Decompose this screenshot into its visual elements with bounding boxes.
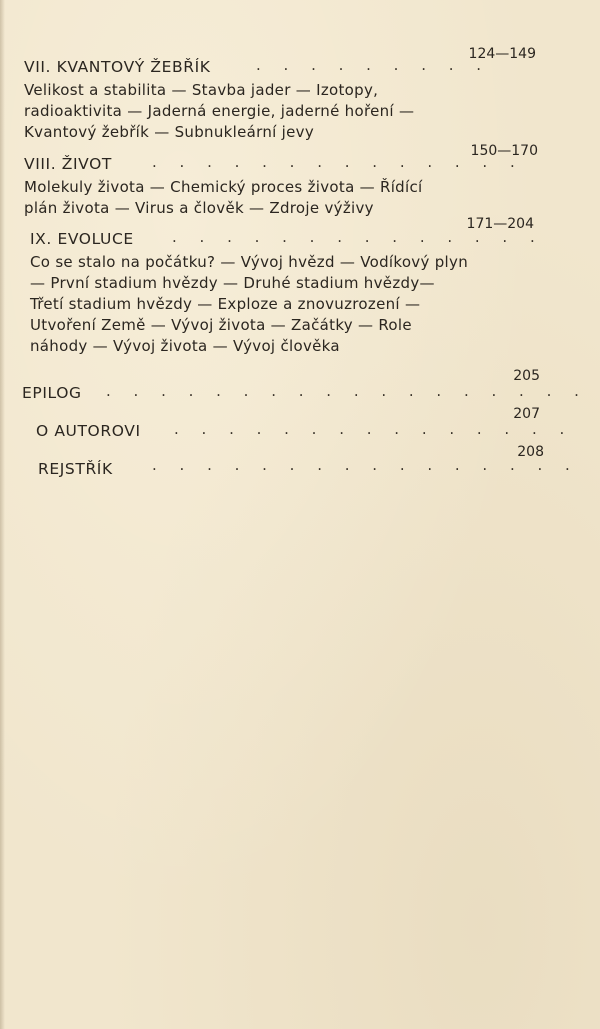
- toc-leader-dots: . . . . . . . . .: [256, 56, 491, 74]
- toc-page-range: 205: [513, 368, 540, 384]
- toc-entry-title: REJSTŘÍK: [38, 460, 113, 478]
- toc-leader-dots: . . . . . . . . . . . . . . .: [174, 420, 574, 438]
- toc-entry-title: VIII. ŽIVOT: [24, 155, 112, 173]
- toc-page-range: 124—149: [468, 46, 536, 62]
- toc-entry-rejstrik[interactable]: [24, 444, 579, 482]
- toc-page-range: 171—204: [466, 216, 534, 232]
- toc-page-range: 208: [517, 444, 544, 460]
- toc-entry-evoluce[interactable]: [24, 216, 544, 357]
- toc-entry-title: IX. EVOLUCE: [30, 230, 134, 248]
- toc-entry-title: O AUTOROVI: [36, 422, 141, 440]
- toc-entry-title: EPILOG: [22, 384, 82, 402]
- toc-leader-dots: . . . . . . . . . . . . . .: [152, 153, 524, 171]
- toc-leader-dots: . . . . . . . . . . . . . . . . . .: [106, 382, 588, 400]
- toc-page-range: 207: [513, 406, 540, 422]
- toc-entry-description: Co se stalo na počátku? — Vývoj hvězd — Vodíkový plyn — První stadium hvězdy — Druhé stadium hvězdy— Třetí stadium hvězdy — Exploze a znovuzrození — Utvoření Země — Vývoj života — Začátky — Role náhody — Vývoj života — Vývoj člověka: [30, 253, 469, 355]
- toc-page-range: 150—170: [470, 143, 538, 159]
- toc-leader-dots: . . . . . . . . . . . . . . . .: [152, 456, 579, 474]
- toc-entry-kvantovy-zebrik[interactable]: [24, 46, 536, 143]
- toc-entry-description: Molekuly života — Chemický proces života — Řídící plán života — Virus a člověk — Zdroje výživy: [24, 178, 423, 217]
- toc-entry-head: [24, 216, 544, 252]
- toc-entry-head: [24, 444, 579, 482]
- toc-entry-description: Velikost a stabilita — Stavba jader — Izotopy, radioaktivita — Jaderná energie, jaderné hoření — Kvantový žebřík — Subnukleární jevy: [24, 81, 415, 141]
- toc-entry-head: [24, 46, 536, 80]
- toc-entry-head: [24, 143, 538, 177]
- toc-entry-title: VII. KVANTOVÝ ŽEBŘÍK: [24, 58, 211, 76]
- toc-entry-o-autorovi[interactable]: [24, 406, 574, 444]
- toc-entry-head: [22, 368, 588, 406]
- toc-entry-epilog[interactable]: [22, 368, 588, 406]
- toc-entry-head: [24, 406, 574, 444]
- toc-leader-dots: . . . . . . . . . . . . . .: [172, 228, 544, 246]
- toc-entry-zivot[interactable]: [24, 143, 538, 219]
